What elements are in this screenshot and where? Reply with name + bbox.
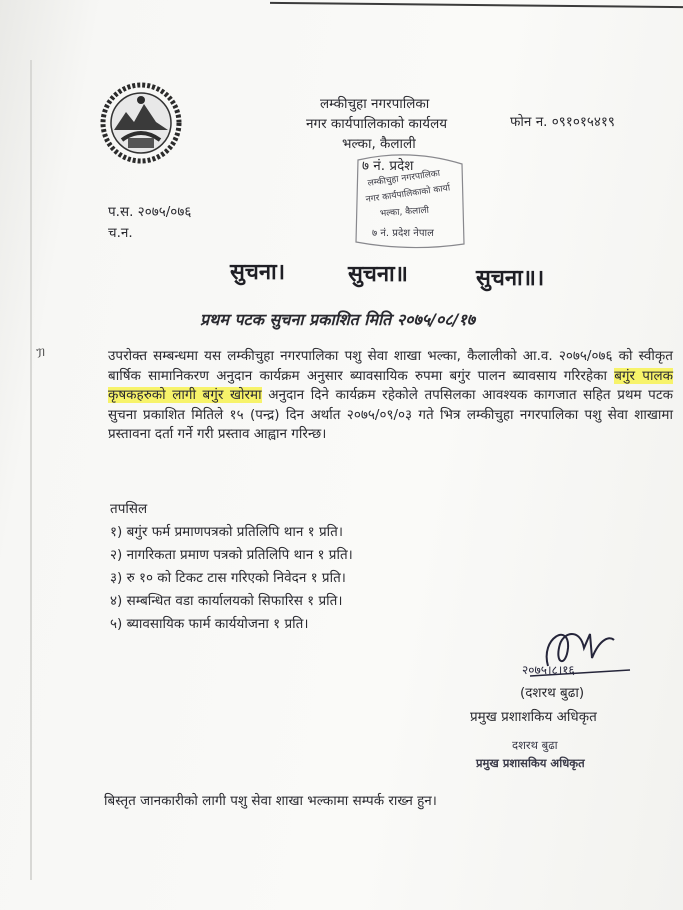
office-stamp: [350, 152, 470, 252]
dispatch-number: च.न.: [108, 225, 133, 241]
title-stamp: प्रमुख प्रशासकिय अधिकृत: [476, 756, 585, 770]
notice-word-3: सुचना॥।: [476, 266, 545, 291]
org-province: ७ नं. प्रदेश: [362, 158, 414, 174]
signatory-title: प्रमुख प्रशाशकिय अधिकृत: [470, 709, 597, 725]
stamp-line-4: ७ नं. प्रदेश नेपाल: [372, 228, 434, 239]
body-text-end: अनुदान दिने कार्यक्रम रहेकोले तपसिलका आवश्यक कागजात सहित प्रथम पटक सुचना प्रकाशित मितिले १५ (पन्द्र) दिन अर्थात २०७५/०९/०३ गते भित्र लम्कीचुहा नगरपालिका पशु सेवा शाखामा प्रस्तावना दर्ता गर्ने गरी प्रस्ताव आह्वान गरिन्छ।: [108, 387, 673, 442]
stamp-line-2: नगर कार्यपालिकाको कार्या: [365, 183, 451, 206]
stamp-line-1: लम्कीचुहा नगरपालिका: [367, 168, 441, 189]
org-office: नगर कार्यपालिकाको कार्यलय: [306, 116, 448, 132]
notice-word-1: सुचना।: [230, 260, 286, 285]
margin-mark: ᥟ: [36, 344, 46, 360]
name-stamp: दशरथ बुढा: [512, 738, 558, 752]
footer-contact-note: बिस्तृत जानकारीको लागी पशु सेवा शाखा भल्कामा सम्पर्क राख्न हुन।: [104, 793, 437, 809]
page-edge-line: [270, 2, 683, 8]
page-fold-shadow: [30, 60, 32, 880]
highlighted-text: बगुंर पालक कृषकहरुको लागी बगुंर खोरमा: [108, 367, 673, 403]
signature-date: २०७५।८।१६: [522, 663, 575, 677]
list-item: १) बगुंर फर्म प्रमाणपत्रको प्रतिलिपि थान १ प्रति।: [110, 524, 343, 540]
list-item: ४) सम्बन्धित वडा कार्यालयको सिफारिस १ प्रति।: [110, 593, 343, 609]
list-item: ५) ब्यावसायिक फार्म कार्ययोजना १ प्रति।: [110, 616, 309, 632]
phone-number: फोन न. ०९१०१५४१९: [510, 114, 615, 130]
signatory-name: (दशरथ बुढा): [520, 685, 585, 701]
list-item: ३) रु १० को टिकट टास गरिएको निवेदन १ प्रति।: [110, 570, 346, 586]
stamp-line-3: भल्का, कैलाली: [379, 205, 430, 220]
org-address: भल्का, कैलाली: [342, 136, 416, 152]
org-name: लम्कीचुहा नगरपालिका: [320, 96, 430, 112]
nepal-emblem-logo: [100, 82, 182, 164]
notice-word-2: सुचना॥: [348, 262, 408, 287]
publication-date-heading: प्रथम पटक सुचना प्रकाशित मिति २०७५/०८/१७: [200, 310, 476, 329]
list-item: २) नागरिकता प्रमाण पत्रको प्रतिलिपि थान १ प्रति।: [110, 547, 353, 563]
body-text-start: उपरोक्त सम्बन्धमा यस लम्कीचुहा नगरपालिका पशु सेवा शाखा भल्का, कैलालीको आ.व. २०७५/०७६ को स्वीकृत बार्षिक सामानिकरण अनुदान कार्यक्रम अनुसार ब्यावसायिक रुपमा बगुंर पालन ब्यावसाय गरिरहेका: [108, 348, 673, 384]
reference-number: प.स. २०७५/०७६: [108, 204, 192, 220]
tapasil-heading: तपसिल: [110, 501, 148, 517]
notice-body: [108, 347, 673, 445]
